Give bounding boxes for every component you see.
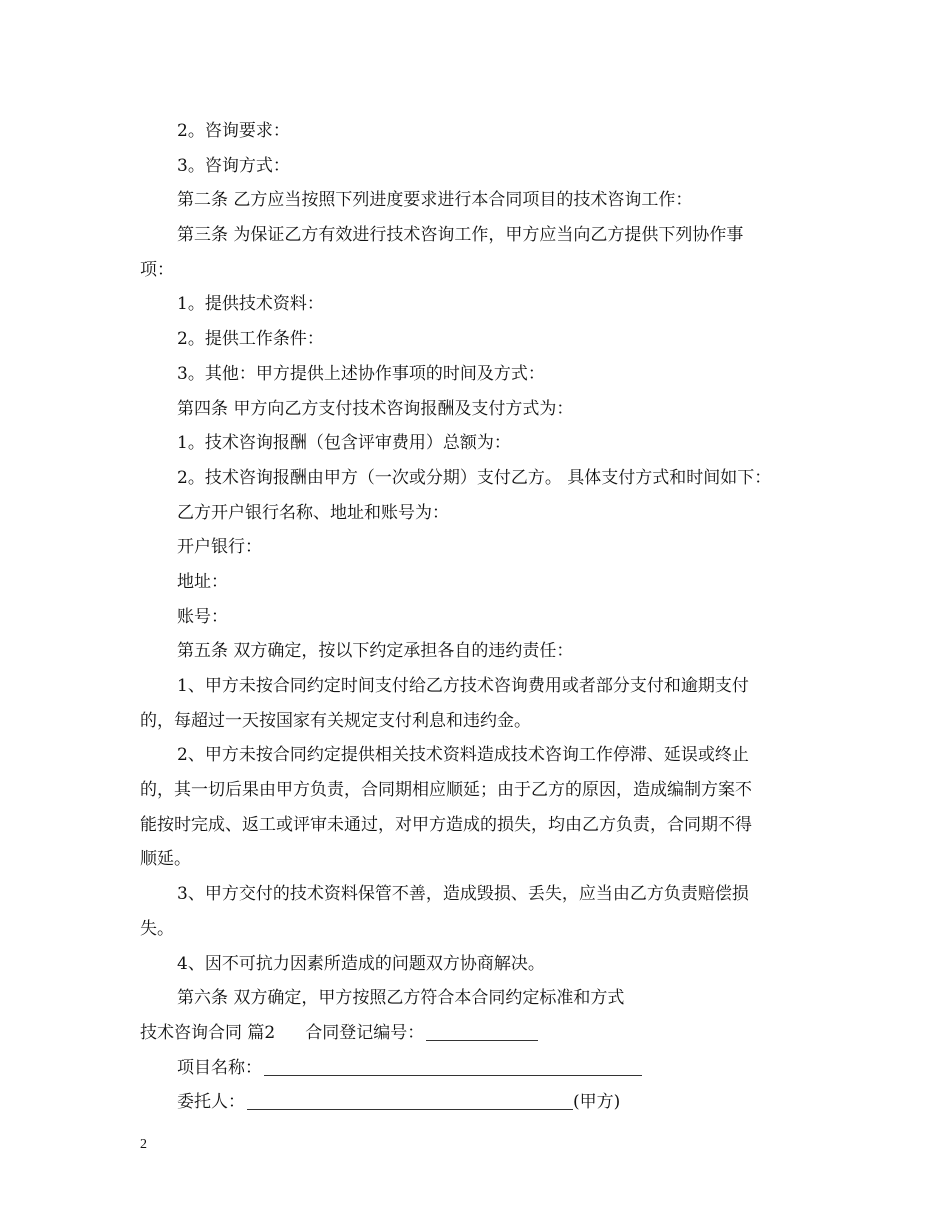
text-line: 1。提供技术资料： — [177, 294, 324, 315]
project-name-blank — [264, 1055, 642, 1076]
text-line: 1、甲方未按合同约定时间支付给乙方技术咨询费用或者部分支付和逾期支付 — [177, 676, 749, 696]
text-line: 第五条 双方确定，按以下约定承担各自的违约责任： — [177, 641, 574, 662]
text-line: 项： — [140, 259, 174, 280]
text-line: 3。咨询方式： — [177, 155, 290, 176]
text-line: 2。提供工作条件： — [177, 329, 324, 350]
text-line: 2。咨询要求： — [177, 121, 290, 141]
text-line: 账号： — [177, 606, 228, 627]
text-line: 地址： — [177, 571, 228, 592]
section-title-line — [140, 1016, 830, 1051]
text-line: 失。 — [140, 918, 174, 939]
document-body — [140, 114, 830, 1120]
project-label: 项目名称： — [177, 1057, 262, 1078]
text-line: 能按时完成、返工或评审未通过，对甲方造成的损失，均由乙方负责，合同期不得 — [140, 814, 752, 835]
page-number: 2 — [140, 1137, 147, 1152]
text-line: 3。其他：甲方提供上述协作事项的时间及方式： — [177, 363, 545, 384]
text-line: 的，每超过一天按国家有关规定支付利息和违约金。 — [140, 710, 531, 731]
client-blank — [247, 1089, 573, 1110]
text-line: 第三条 为保证乙方有效进行技术咨询工作，甲方应当向乙方提供下列协作事 — [177, 225, 744, 246]
text-line: 第二条 乙方应当按照下列进度要求进行本合同项目的技术咨询工作： — [177, 190, 693, 211]
text-line: 2。技术咨询报酬由甲方（一次或分期）支付乙方。 具体支付方式和时间如下： — [177, 467, 772, 488]
text-line: 开户银行： — [177, 537, 262, 558]
text-line: 3、甲方交付的技术资料保管不善，造成毁损、丢失，应当由乙方负责赔偿损 — [177, 884, 749, 905]
section-title: 技术咨询合同 篇2 — [140, 1022, 276, 1043]
text-line: 顺延。 — [140, 849, 191, 870]
client-suffix: (甲方) — [573, 1092, 621, 1113]
project-name-line — [140, 1051, 830, 1086]
client-line — [140, 1085, 830, 1120]
text-line: 第六条 双方确定，甲方按照乙方符合本合同约定标准和方式 — [177, 988, 625, 1009]
text-line: 4、因不可抗力因素所造成的问题双方协商解决。 — [177, 953, 545, 974]
registration-label: 合同登记编号： — [305, 1022, 425, 1043]
text-line: 第四条 甲方向乙方支付技术咨询报酬及支付方式为： — [177, 398, 574, 419]
text-line: 的，其一切后果由甲方负责，合同期相应顺延；由于乙方的原因，造成编制方案不 — [140, 780, 752, 801]
text-line: 1。技术咨询报酬（包含评审费用）总额为： — [177, 433, 511, 454]
registration-number-blank — [426, 1020, 538, 1041]
text-line: 乙方开户银行名称、地址和账号为： — [177, 502, 449, 523]
text-line: 2、甲方未按合同约定提供相关技术资料造成技术咨询工作停滞、延误或终止 — [177, 745, 749, 766]
client-label: 委托人： — [177, 1092, 245, 1113]
